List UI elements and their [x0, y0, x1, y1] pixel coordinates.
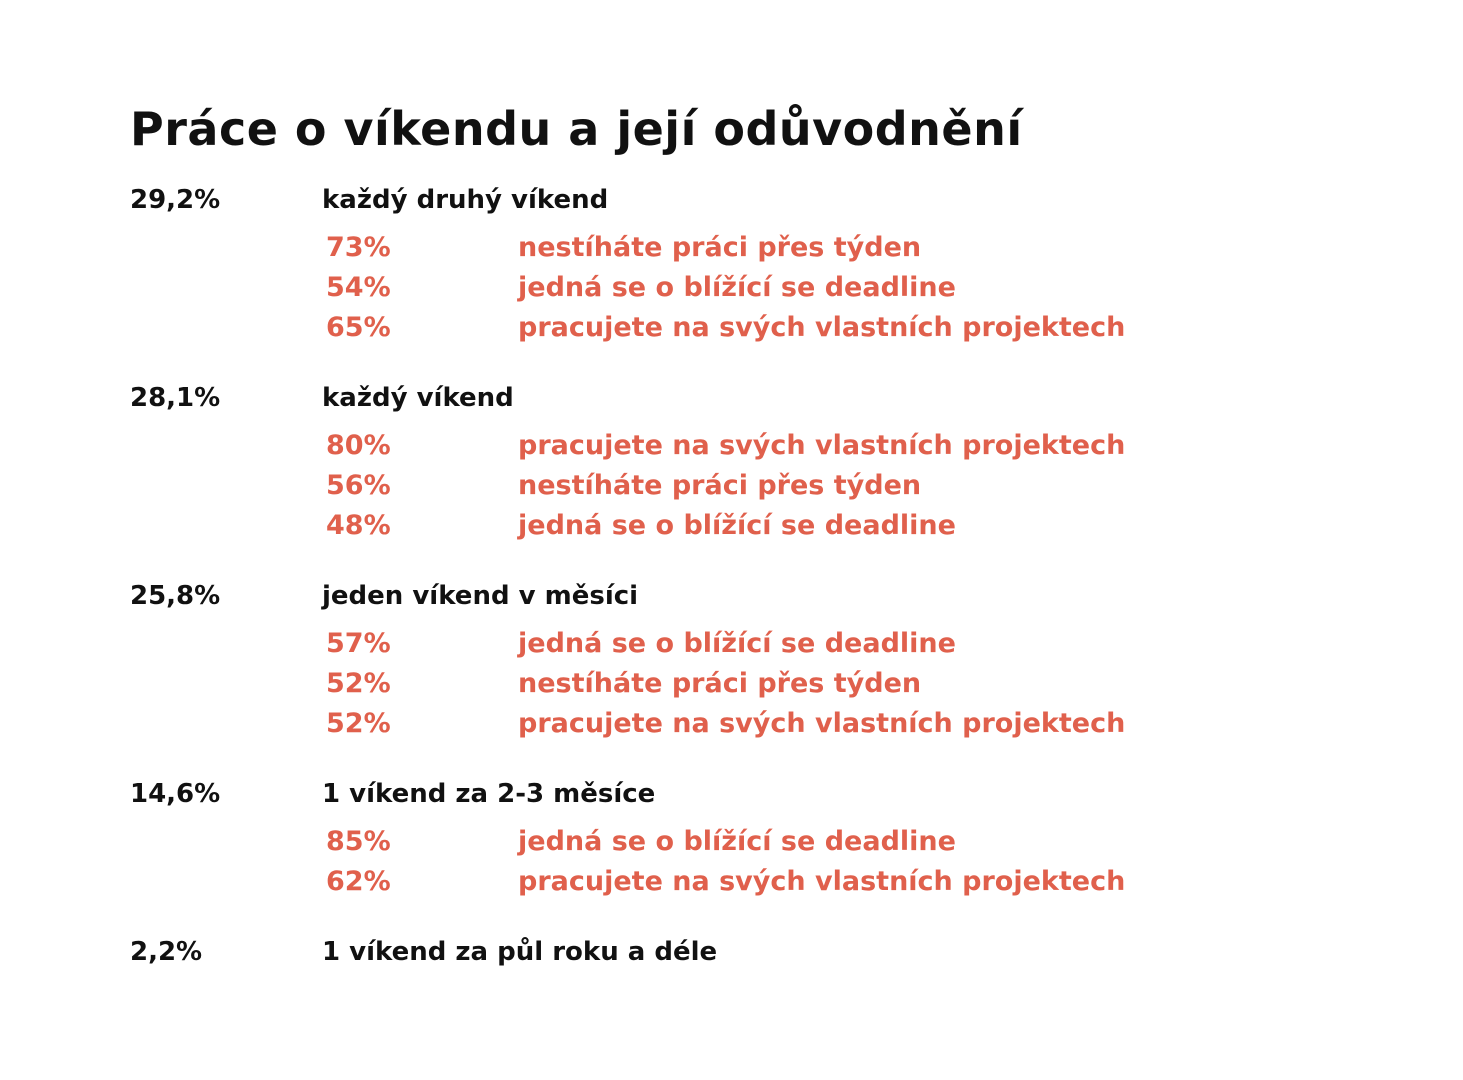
frequency-label: 1 víkend za 2-3 měsíce	[322, 779, 656, 809]
page-title: Práce o víkendu a její odůvodnění	[130, 102, 1023, 156]
frequency-share: 2,2%	[130, 937, 203, 967]
frequency-share: 28,1%	[130, 383, 221, 413]
reason-share: 52%	[326, 668, 391, 699]
reason-row	[0, 664, 1463, 704]
frequency-share: 29,2%	[130, 185, 221, 215]
reason-row	[0, 506, 1463, 546]
reason-label: pracujete na svých vlastních projektech	[518, 708, 1126, 739]
reason-share: 52%	[326, 708, 391, 739]
reason-row	[0, 228, 1463, 268]
reason-row	[0, 308, 1463, 348]
reason-row	[0, 268, 1463, 308]
reason-row	[0, 822, 1463, 862]
reason-share: 56%	[326, 470, 391, 501]
frequency-share: 14,6%	[130, 779, 221, 809]
reason-share: 85%	[326, 826, 391, 857]
reason-share: 48%	[326, 510, 391, 541]
frequency-label: 1 víkend za půl roku a déle	[322, 937, 718, 967]
reason-row	[0, 862, 1463, 902]
reason-label: nestíháte práci přes týden	[518, 470, 922, 501]
reason-share: 80%	[326, 430, 391, 461]
reason-label: jedná se o blížící se deadline	[518, 826, 956, 857]
reason-label: pracujete na svých vlastních projektech	[518, 866, 1126, 897]
reason-share: 62%	[326, 866, 391, 897]
frequency-label: každý víkend	[322, 383, 514, 413]
reason-share: 73%	[326, 232, 391, 263]
reason-label: jedná se o blížící se deadline	[518, 510, 956, 541]
reason-row	[0, 466, 1463, 506]
reason-share: 57%	[326, 628, 391, 659]
reason-label: pracujete na svých vlastních projektech	[518, 312, 1126, 343]
reason-share: 54%	[326, 272, 391, 303]
reason-share: 65%	[326, 312, 391, 343]
frequency-label: každý druhý víkend	[322, 185, 609, 215]
reason-row	[0, 624, 1463, 664]
reason-label: nestíháte práci přes týden	[518, 232, 922, 263]
reason-label: pracujete na svých vlastních projektech	[518, 430, 1126, 461]
frequency-label: jeden víkend v měsíci	[322, 581, 639, 611]
reason-row	[0, 704, 1463, 744]
reason-label: jedná se o blížící se deadline	[518, 272, 956, 303]
reason-label: jedná se o blížící se deadline	[518, 628, 956, 659]
reason-row	[0, 426, 1463, 466]
reason-label: nestíháte práci přes týden	[518, 668, 922, 699]
frequency-share: 25,8%	[130, 581, 221, 611]
